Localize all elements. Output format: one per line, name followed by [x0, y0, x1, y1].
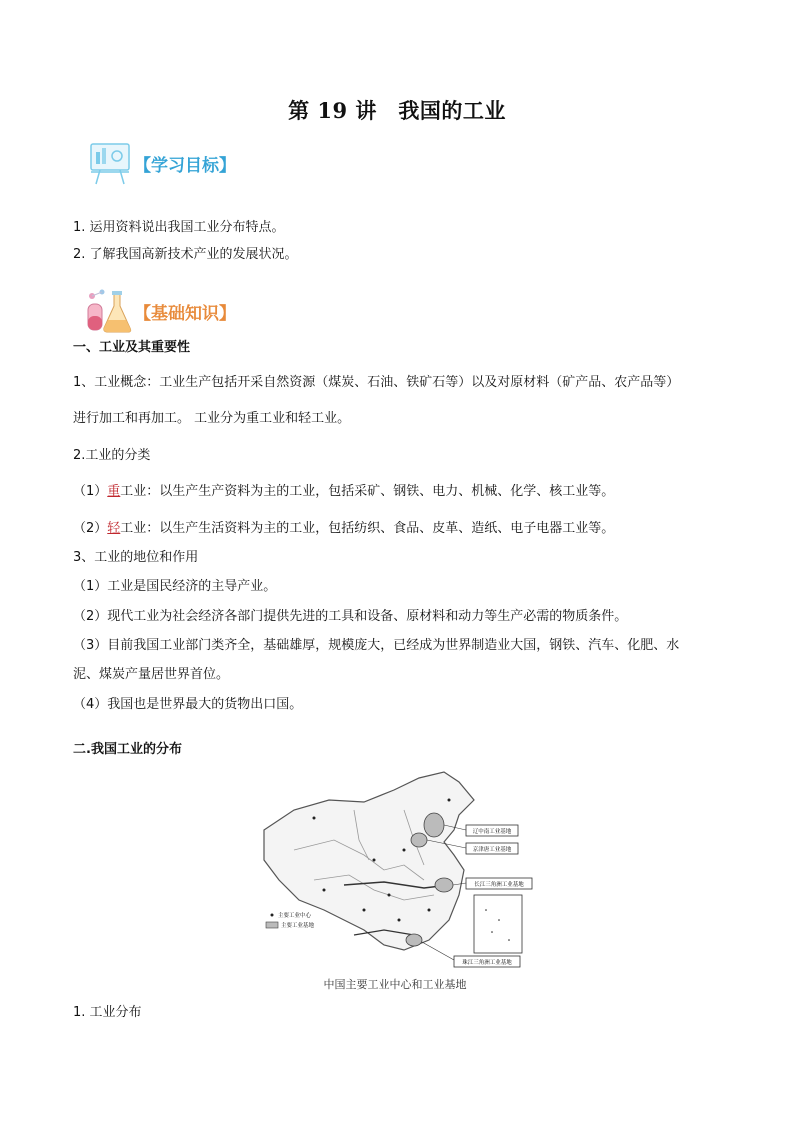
- heavy-key: 重: [107, 484, 121, 499]
- heavy-prefix: （1）: [73, 484, 108, 499]
- map-caption: 中国主要工业中心和工业基地: [323, 978, 467, 991]
- part2-subheading: 1. 工业分布: [73, 1005, 142, 1020]
- heavy-rest: 工业：以生产生产资料为主的工业，包括采矿、钢铁、电力、机械、化学、核工业等。: [120, 484, 615, 499]
- page-title: 第 19 讲 我国的工业: [288, 98, 506, 123]
- china-map-graphic: [254, 770, 536, 970]
- heavy-industry-line: [73, 483, 614, 501]
- part1-heading: 一、工业及其重要性: [73, 340, 191, 355]
- legend-center-label: 主要工业中心: [278, 913, 312, 919]
- basics-header: [84, 288, 236, 334]
- light-prefix: （2）: [73, 521, 108, 536]
- objectives-header: [88, 140, 236, 186]
- part2-heading: 二.我国工业的分布: [73, 742, 182, 757]
- role-item: （4）我国也是世界最大的货物出口国。: [73, 697, 303, 712]
- china-industry-map: [254, 770, 536, 970]
- role-item: （3）目前我国工业部门类齐全，基础雄厚，规模庞大，已经成为世界制造业大国，钢铁、汽车、化肥、水: [73, 638, 680, 653]
- map-base-label: 京津唐工业基地: [472, 847, 512, 853]
- map-base-label: 辽中南工业基地: [472, 829, 512, 835]
- map-base-label: 珠江三角洲工业基地: [462, 960, 512, 966]
- role-item: （1）工业是国民经济的主导产业。: [73, 579, 277, 594]
- concept-line: 进行加工和再加工。 工业分为重工业和轻工业。: [73, 411, 351, 426]
- legend-base-label: 主要工业基地: [281, 923, 315, 929]
- presentation-board-icon: [88, 140, 134, 186]
- light-rest: 工业：以生产生活资料为主的工业，包括纺织、食品、皮革、造纸、电子电器工业等。: [120, 521, 615, 536]
- light-key: 轻: [107, 521, 121, 536]
- role-heading: 3、工业的地位和作用: [73, 550, 199, 565]
- objectives-label: 【学习目标】: [134, 155, 236, 176]
- light-industry-line: [73, 520, 614, 538]
- objective-item: 2. 了解我国高新技术产业的发展状况。: [73, 247, 298, 262]
- basics-label: 【基础知识】: [134, 303, 236, 324]
- map-base-label: 长江三角洲工业基地: [474, 882, 524, 888]
- concept-line: 1、工业概念：工业生产包括开采自然资源（煤炭、石油、铁矿石等）以及对原材料（矿产品、农产品等）: [73, 375, 680, 390]
- flask-icon: [84, 288, 134, 334]
- role-item: （2）现代工业为社会经济各部门提供先进的工具和设备、原材料和动力等生产必需的物质条件。: [73, 609, 628, 624]
- objective-item: 1. 运用资料说出我国工业分布特点。: [73, 220, 285, 235]
- role-item: 泥、煤炭产量居世界首位。: [73, 667, 230, 682]
- classification-heading: 2.工业的分类: [73, 448, 151, 463]
